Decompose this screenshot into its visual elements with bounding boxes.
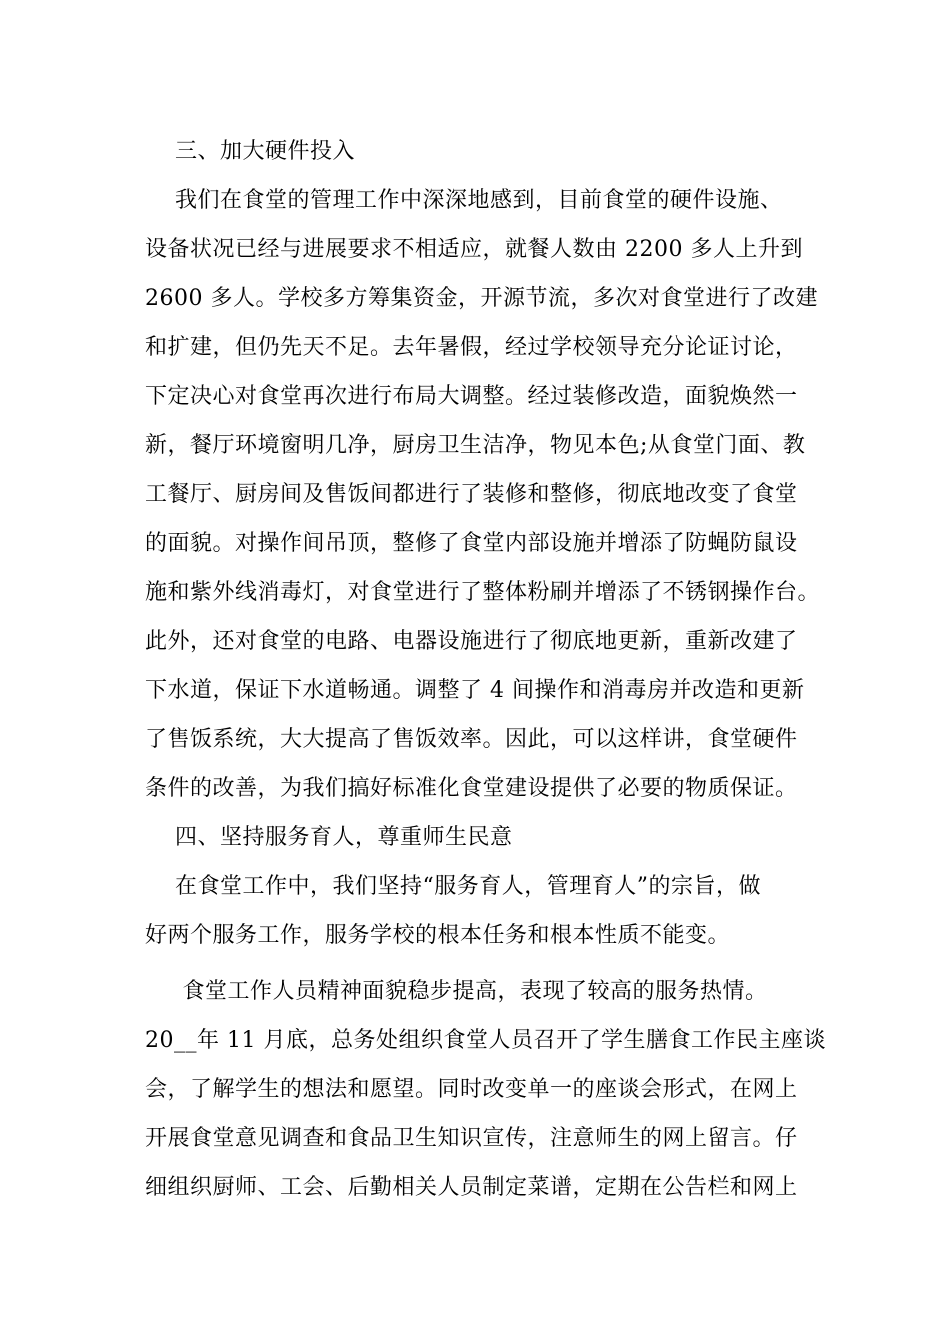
paragraph-line: 在食堂工作中，我们坚持“服务育人，管理育人”的宗旨，做 xyxy=(145,874,761,899)
paragraph-line: 新，餐厅环境窗明几净，厨房卫生洁净，物见本色;从食堂门面、教 xyxy=(145,433,806,458)
paragraph-line: 下水道，保证下水道畅通。调整了 4 间操作和消毒房并改造和更新 xyxy=(145,678,805,703)
paragraph-line: 的面貌。对操作间吊顶，整修了食堂内部设施并增添了防蝇防鼠设 xyxy=(145,531,798,556)
paragraph-line: 会，了解学生的想法和愿望。同时改变单一的座谈会形式，在网上 xyxy=(145,1077,798,1102)
paragraph-line: 施和紫外线消毒灯，对食堂进行了整体粉刷并增添了不锈钢操作台。 xyxy=(145,580,821,605)
paragraph-line: 条件的改善，为我们搞好标准化食堂建设提供了必要的物质保证。 xyxy=(145,776,798,801)
paragraph-line: 下定决心对食堂再次进行布局大调整。经过装修改造，面貌焕然一 xyxy=(145,384,798,409)
paragraph-line: 2600 多人。学校多方筹集资金，开源节流，多次对食堂进行了改建 xyxy=(145,286,818,311)
paragraph-line: 20__年 11 月底，总务处组织食堂人员召开了学生膳食工作民主座谈 xyxy=(145,1028,826,1053)
paragraph-line: 和扩建，但仍先天不足。去年暑假，经过学校领导充分论证讨论， xyxy=(145,335,798,360)
paragraph-line: 食堂工作人员精神面貌稳步提高，表现了较高的服务热情。 xyxy=(145,979,768,1004)
paragraph-line: 开展食堂意见调查和食品卫生知识宣传，注意师生的网上留言。仔 xyxy=(145,1126,798,1151)
paragraph-line: 好两个服务工作，服务学校的根本任务和根本性质不能变。 xyxy=(145,923,731,948)
paragraph-line: 我们在食堂的管理工作中深深地感到，目前食堂的硬件设施、 xyxy=(145,188,783,213)
paragraph-line: 此外，还对食堂的电路、电器设施进行了彻底地更新，重新改建了 xyxy=(145,629,798,654)
section-heading: 三、加大硬件投入 xyxy=(145,139,355,164)
section-heading: 四、坚持服务育人，尊重师生民意 xyxy=(145,825,513,850)
paragraph-line: 工餐厅、厨房间及售饭间都进行了装修和整修，彻底地改变了食堂 xyxy=(145,482,798,507)
paragraph-line: 设备状况已经与进展要求不相适应，就餐人数由 2200 多人上升到 xyxy=(145,237,803,262)
paragraph-line: 细组织厨师、工会、后勤相关人员制定菜谱，定期在公告栏和网上 xyxy=(145,1175,798,1200)
paragraph-line: 了售饭系统，大大提高了售饭效率。因此，可以这样讲，食堂硬件 xyxy=(145,727,798,752)
